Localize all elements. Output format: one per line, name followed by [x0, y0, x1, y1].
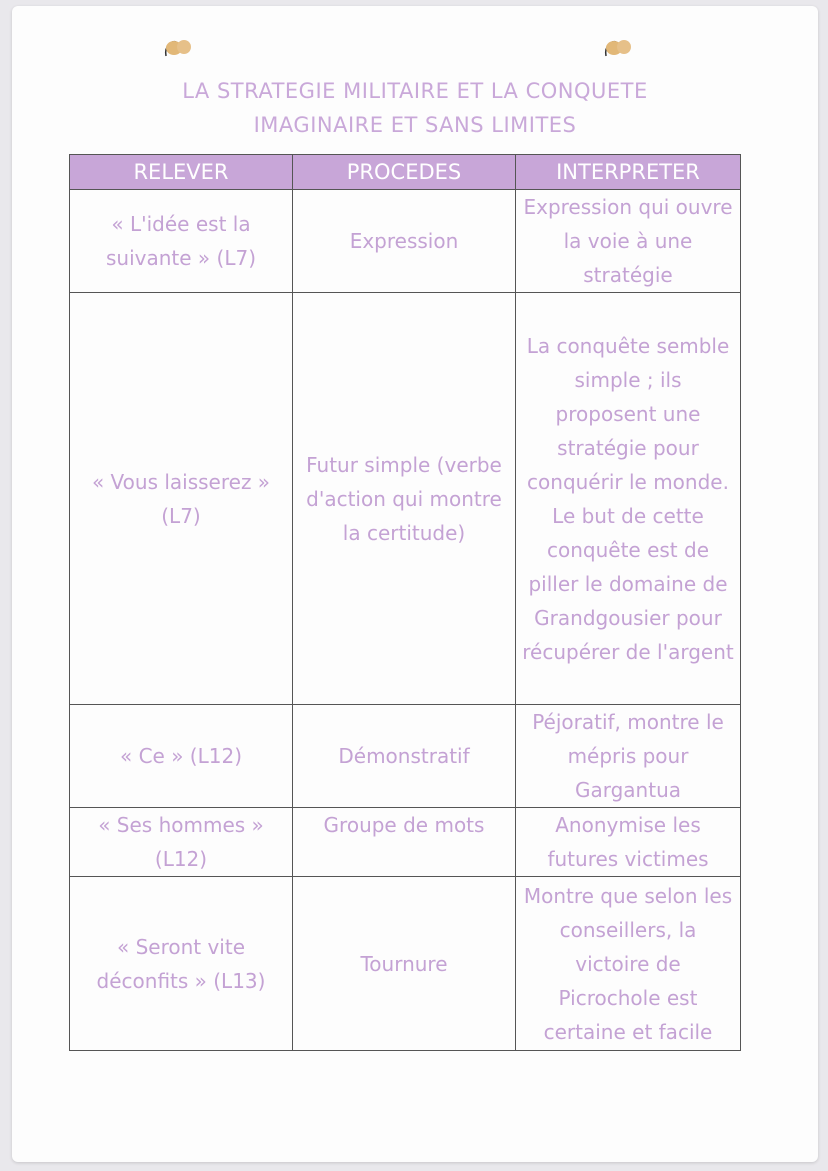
title-line-1: LA STRATEGIE MILITAIRE ET LA CONQUETE: [182, 79, 648, 103]
cell-procedes: Futur simple (verbe d'action qui montre la certitude): [293, 293, 516, 705]
cell-procedes: Tournure: [293, 877, 516, 1051]
cell-relever: « L'idée est la suivante » (L7): [70, 190, 293, 293]
binder-hole-icon: [162, 36, 192, 60]
binder-hole-icon: [602, 36, 632, 60]
table-row: [70, 877, 741, 1051]
header-procedes: PROCEDES: [293, 155, 516, 190]
table-row: [70, 808, 741, 877]
cell-procedes: Expression: [293, 190, 516, 293]
cell-interpreter: Péjoratif, montre le mépris pour Gargantua: [516, 705, 741, 808]
cell-relever: « Ce » (L12): [70, 705, 293, 808]
cell-relever: « Ses hommes » (L12): [70, 808, 293, 877]
worksheet-card: [12, 6, 818, 1162]
cell-relever: « Vous laisserez » (L7): [70, 293, 293, 705]
cell-interpreter: Montre que selon les conseillers, la victoire de Picrochole est certaine et facile: [516, 877, 741, 1051]
table-row: [70, 293, 741, 705]
cell-procedes: Groupe de mots: [293, 808, 516, 877]
table-row: [70, 705, 741, 808]
header-relever: RELEVER: [70, 155, 293, 190]
table-row: [70, 190, 741, 293]
cell-interpreter: Anonymise les futures victimes: [516, 808, 741, 877]
cell-procedes: Démonstratif: [293, 705, 516, 808]
page-title: [12, 74, 818, 142]
analysis-table: [69, 154, 741, 1051]
table-header-row: [70, 155, 741, 190]
cell-interpreter: La conquête semble simple ; ils proposent une stratégie pour conquérir le monde. Le but de cette conquête est de piller le domaine de Grandgousier pour récupérer de l'argent: [516, 293, 741, 705]
cell-interpreter: Expression qui ouvre la voie à une stratégie: [516, 190, 741, 293]
cell-relever: « Seront vite déconfits » (L13): [70, 877, 293, 1051]
title-line-2: IMAGINAIRE ET SANS LIMITES: [253, 113, 577, 137]
header-interpreter: INTERPRETER: [516, 155, 741, 190]
